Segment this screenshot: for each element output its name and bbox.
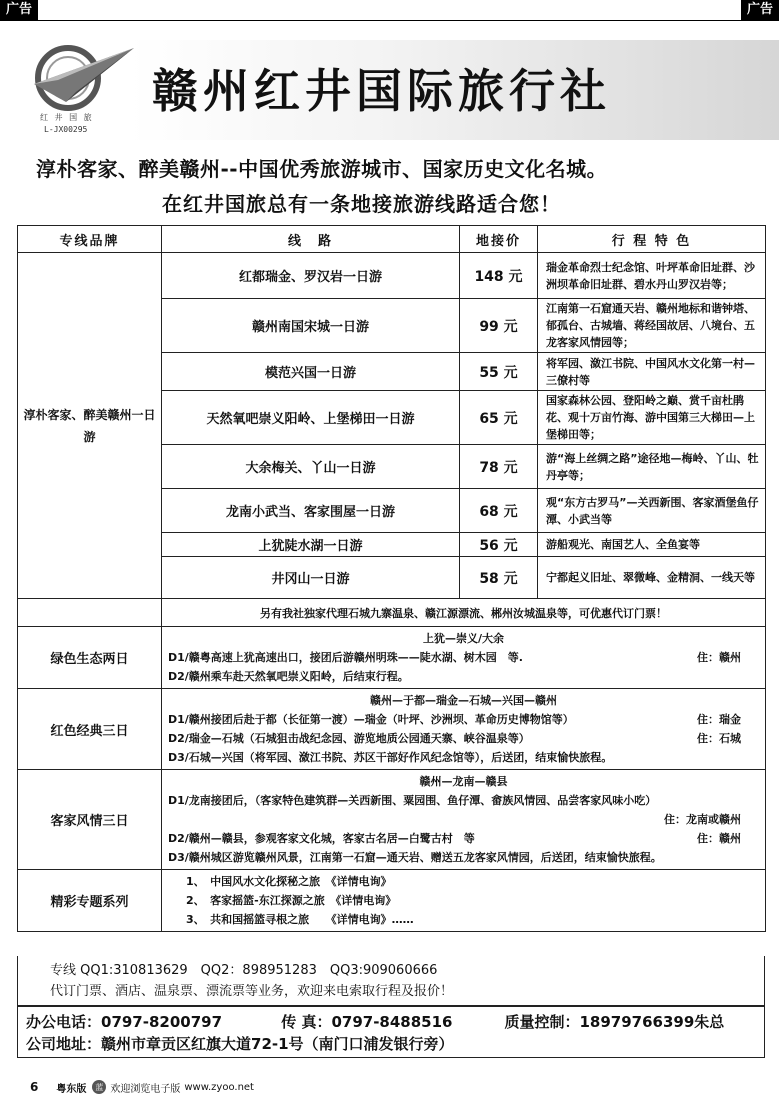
package-title: 上犹—崇义/大余 <box>422 632 505 645</box>
route-name: 上犹陡水湖一日游 <box>162 533 460 557</box>
route-name: 模范兴国一日游 <box>162 353 460 391</box>
company-address: 公司地址：赣州市章贡区红旗大道72-1号（南门口浦发银行旁） <box>26 1035 454 1053</box>
header-price: 地接价 <box>460 226 538 253</box>
itinerary-stay <box>741 667 759 686</box>
route-features: 江南第一石窟通天岩、赣州地标和谐钟塔、郁孤台、古城墙、蒋经国故居、八境台、五龙客家风情园等； <box>538 299 766 353</box>
itinerary-text: 2、 客家摇篮-东江探源之旅 《详情电询》 <box>186 894 397 907</box>
ad-label-left: 广告 <box>0 0 38 20</box>
itinerary-text: D3/石城—兴国（将军园、潋江书院、苏区干部好作风纪念馆等），后送团，结束愉快旅程。 <box>168 751 613 764</box>
package-brand: 绿色生态两日 <box>18 627 162 689</box>
itinerary-stay <box>741 891 759 910</box>
office-info <box>17 1006 765 1058</box>
route-features: 国家森林公园、登阳岭之巅、赏千亩杜鹃花、观十万亩竹海、游中国第三大梯田—上堡梯田等； <box>538 391 766 445</box>
itinerary-text: 1、 中国风水文化探秘之旅 《详情电询》 <box>186 875 392 888</box>
itinerary-text: D2/瑞金—石城（石城狙击战纪念园、游览地质公园通天寨、峡谷温泉等） <box>168 732 530 745</box>
package-title: 赣州—龙南—赣县 <box>419 775 508 788</box>
itinerary-stay <box>741 872 759 891</box>
header-route: 线 路 <box>162 226 460 253</box>
itinerary-line <box>168 891 759 910</box>
itinerary-stay: 住：瑞金 <box>697 713 741 726</box>
contact-block <box>17 956 765 1006</box>
edition-label: 粤东版 <box>56 1083 87 1095</box>
itinerary-line <box>168 667 759 686</box>
footer-message: 欢迎浏览电子版 <box>110 1083 181 1095</box>
itinerary-stay: 住：石城 <box>697 732 741 745</box>
itinerary-text: D2/赣州—赣县，参观客家文化城，客家古名居—白鹭古村 等 <box>168 832 475 845</box>
route-price: 56 元 <box>460 533 538 557</box>
package-row <box>18 689 766 770</box>
package-row <box>18 627 766 689</box>
itinerary-stay <box>741 910 759 929</box>
slogan-line-2: 在红井国旅总有一条地接旅游线路适合您！ <box>162 192 561 216</box>
route-name: 龙南小武当、客家围屋一日游 <box>162 489 460 533</box>
qq-line: 专线 QQ1:310813629 QQ2：898951283 QQ3:909060666 <box>50 963 438 978</box>
route-price: 148 元 <box>460 253 538 299</box>
quality-control: 质量控制：18979766399朱总 <box>504 1013 725 1031</box>
itinerary-text: D3/赣州城区游览赣州风景，江南第一石窟—通天岩、赠送五龙客家风情园，后送团，结束愉快旅程。 <box>168 851 662 864</box>
package-title: 赣州—于都—瑞金—石城—兴国—赣州 <box>370 694 557 707</box>
route-features: 游船观光、南国艺人、全鱼宴等 <box>538 533 766 557</box>
route-price: 55 元 <box>460 353 538 391</box>
itinerary-text: D1/赣州接团后赴于都（长征第一渡）—瑞金（叶坪、沙洲坝、革命历史博物馆等） <box>168 713 574 726</box>
itinerary-stay: 住：龙南或赣州 <box>664 813 741 826</box>
header-brand: 专线品牌 <box>18 226 162 253</box>
itinerary-line <box>168 791 759 810</box>
header-features: 行 程 特 色 <box>538 226 766 253</box>
route-features: 宁都起义旧址、翠微峰、金精洞、一线天等 <box>538 557 766 599</box>
route-name: 赣州南国宋城一日游 <box>162 299 460 353</box>
package-itinerary <box>162 689 766 770</box>
office-phone: 办公电话：0797-8200797 <box>26 1013 223 1031</box>
table-header-row <box>18 226 766 253</box>
route-name: 井冈山一日游 <box>162 557 460 599</box>
route-price: 65 元 <box>460 391 538 445</box>
route-features: 观“东方古罗马”—关西新围、客家酒堡鱼仔潭、小武当等 <box>538 489 766 533</box>
package-row <box>18 770 766 870</box>
itinerary-line <box>168 648 759 667</box>
top-divider <box>0 20 779 21</box>
itinerary-stay <box>741 791 759 810</box>
route-price: 68 元 <box>460 489 538 533</box>
itinerary-line <box>168 810 759 829</box>
day-tour-brand: 淳朴客家、醉美赣州一日游 <box>18 253 162 599</box>
itinerary-line <box>168 910 759 929</box>
slogan-line-1: 淳朴客家、醉美赣州--中国优秀旅游城市、国家历史文化名城。 <box>36 157 608 181</box>
itinerary-stay: 住：赣州 <box>697 651 741 664</box>
company-name: 赣州红井国际旅行社 <box>152 64 611 118</box>
package-row <box>18 870 766 932</box>
tour-table <box>17 225 766 932</box>
route-features: 将军园、潋江书院、中国风水文化第一村—三僚村等 <box>538 353 766 391</box>
footer-url[interactable]: www.zyoo.net <box>184 1081 254 1093</box>
route-price: 78 元 <box>460 445 538 489</box>
itinerary-line <box>168 848 759 867</box>
itinerary-text: D1/赣粤高速上犹高速出口，接团后游赣州明珠——陡水湖、树木园 等. <box>168 651 523 664</box>
service-line: 代订门票、酒店、温泉票、漂流票等业务，欢迎来电索取行程及报价！ <box>50 984 454 999</box>
itinerary-stay: 住：赣州 <box>697 832 741 845</box>
package-brand: 精彩专题系列 <box>18 870 162 932</box>
itinerary-line <box>168 872 759 891</box>
itinerary-text: 3、 共和国摇篮寻根之旅 《详情电询》…… <box>186 913 414 926</box>
package-brand: 客家风情三日 <box>18 770 162 870</box>
package-itinerary <box>162 770 766 870</box>
route-name: 红都瑞金、罗汉岩一日游 <box>162 253 460 299</box>
page-number: 6 <box>30 1080 39 1094</box>
route-features: 瑞金革命烈士纪念馆、叶坪革命旧址群、沙洲坝革命旧址群、碧水丹山罗汉岩等； <box>538 253 766 299</box>
route-features: 游“海上丝绸之路”途径地—梅岭、丫山、牡丹亭等； <box>538 445 766 489</box>
ad-label-right: 广告 <box>741 0 779 20</box>
itinerary-stay <box>741 848 759 867</box>
itinerary-stay <box>741 748 759 767</box>
page-footer <box>0 1074 779 1100</box>
license-code: L-JX00295 <box>44 125 88 134</box>
package-brand: 红色经典三日 <box>18 689 162 770</box>
package-itinerary <box>162 627 766 689</box>
itinerary-line <box>168 748 759 767</box>
route-name: 天然氧吧崇义阳岭、上堡梯田一日游 <box>162 391 460 445</box>
package-itinerary <box>162 870 766 932</box>
fax: 传 真：0797-8488516 <box>281 1013 453 1031</box>
logo-caption: 红 井 国 旅 <box>40 113 94 122</box>
itinerary-text: D1/龙南接团后，（客家特色建筑群—关西新围、粟园围、鱼仔潭、畲族风情园、品尝客家风味小吃） <box>168 794 657 807</box>
itinerary-line <box>168 829 759 848</box>
route-price: 99 元 <box>460 299 538 353</box>
itinerary-text: D2/赣州乘车赴天然氧吧崇义阳岭，后结束行程。 <box>168 670 409 683</box>
note-spacer <box>18 599 162 627</box>
note-row <box>18 599 766 627</box>
route-name: 大余梅关、丫山一日游 <box>162 445 460 489</box>
itinerary-line <box>168 710 759 729</box>
edition-badge-icon: 蓝 <box>92 1080 106 1094</box>
route-price: 58 元 <box>460 557 538 599</box>
hot-spring-note: 另有我社独家代理石城九寨温泉、赣江源漂流、郴州汝城温泉等，可优惠代订门票！ <box>162 599 766 627</box>
itinerary-line <box>168 729 759 748</box>
day-tour-row <box>18 253 766 299</box>
